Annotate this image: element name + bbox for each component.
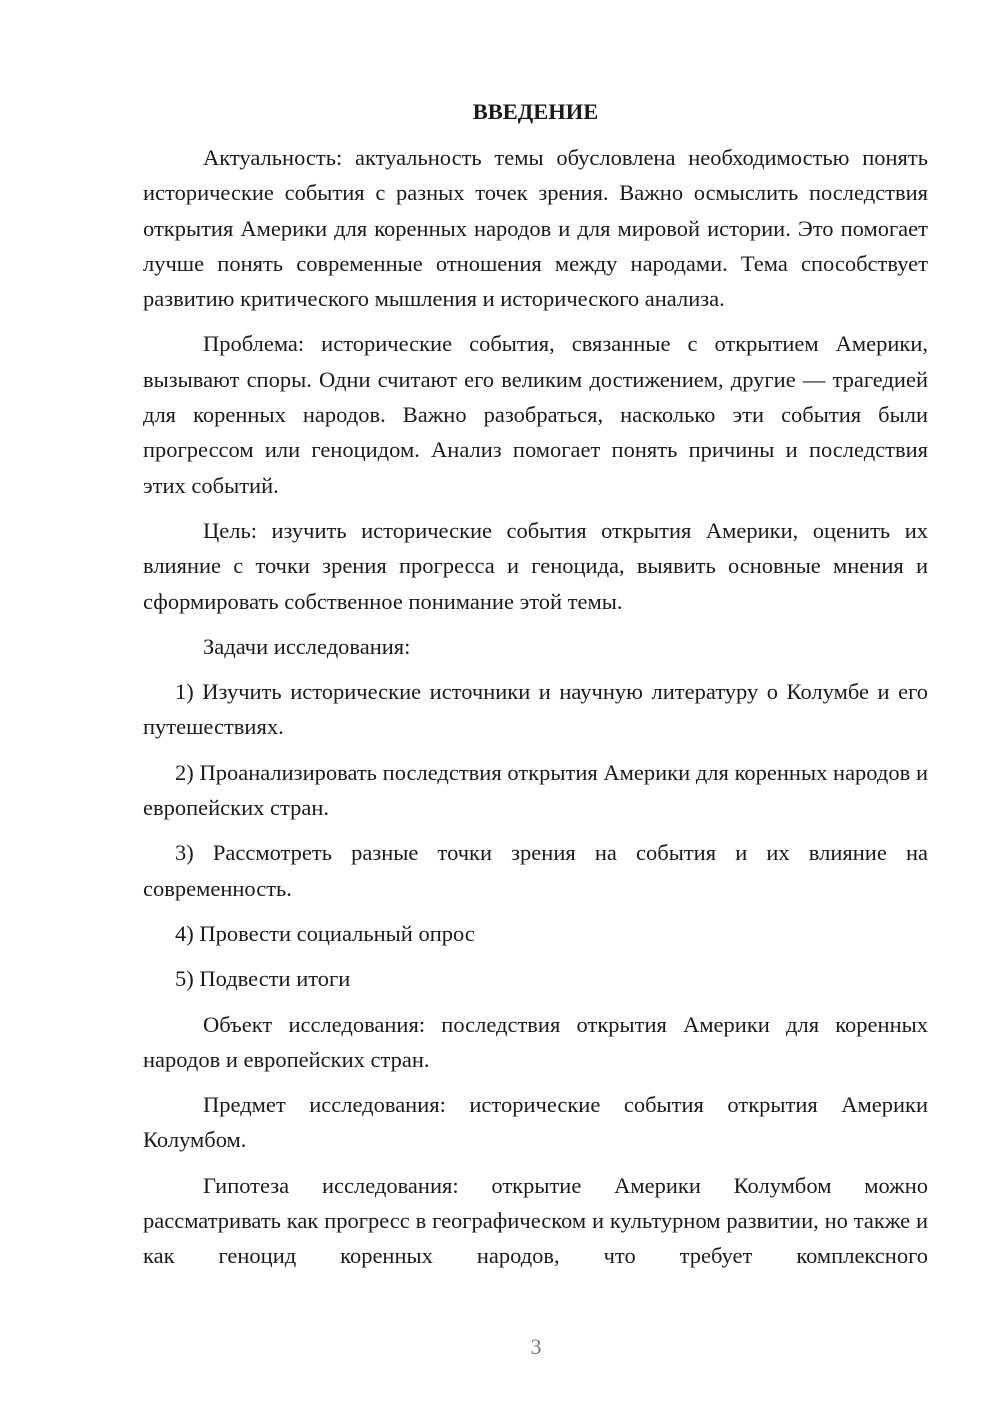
task-item: 3) Рассмотреть разные точки зрения на события и их влияние на современность. [143,840,928,901]
task-item: 4) Провести социальный опрос [175,920,475,946]
task-item: 2) Проанализировать последствия открытия Америки для коренных народов и европейских стран. [143,759,928,821]
paragraph-problem: Проблема: исторические события, связанные с открытием Америки, вызывают споры. Одни считают его великим достижением, другие — трагедией для коренных народов. Важно разобраться, насколько эти события были прогрессом или геноцидом. Анализ помогает понять причины и последствия этих событий. [143,331,928,498]
paragraph-goal: Цель: изучить исторические события открытия Америки, оценить их влияние с точки зрения прогресса и геноцида, выявить основные мнения и сформировать собственное понимание этой темы. [143,517,928,614]
page-title: ВВЕДЕНИЕ [472,99,599,124]
paragraph-subject: Предмет исследования: исторические события открытия Америки Колумбом. [143,1092,928,1153]
document-body [143,94,928,1284]
paragraph-hypothesis: Гипотеза исследования: открытие Америки Колумбом можно рассматривать как прогресс в географическом и культурном развитии, но также и как геноцид коренных народов, что требует комплексного [143,1172,928,1269]
task-item: 1) Изучить исторические источники и научную литературу о Колумбе и его путешествиях. [143,679,928,740]
task-item: 5) Подвести итоги [175,966,351,992]
paragraph-object: Объект исследования: последствия открытия Америки для коренных народов и европейских стран. [143,1011,928,1072]
paragraph-tasks-heading: Задачи исследования: [203,633,411,659]
paragraph-relevance: Актуальность: актуальность темы обусловлена необходимостью понять исторические события с разных точек зрения. Важно осмыслить последствия открытия Америки для коренных народов и для мировой истории. Это помогает лучше понять современные отношения между народами. Тема способствует развитию критического мышления и исторического анализа. [143,145,928,312]
page-number: 3 [530,1334,542,1359]
